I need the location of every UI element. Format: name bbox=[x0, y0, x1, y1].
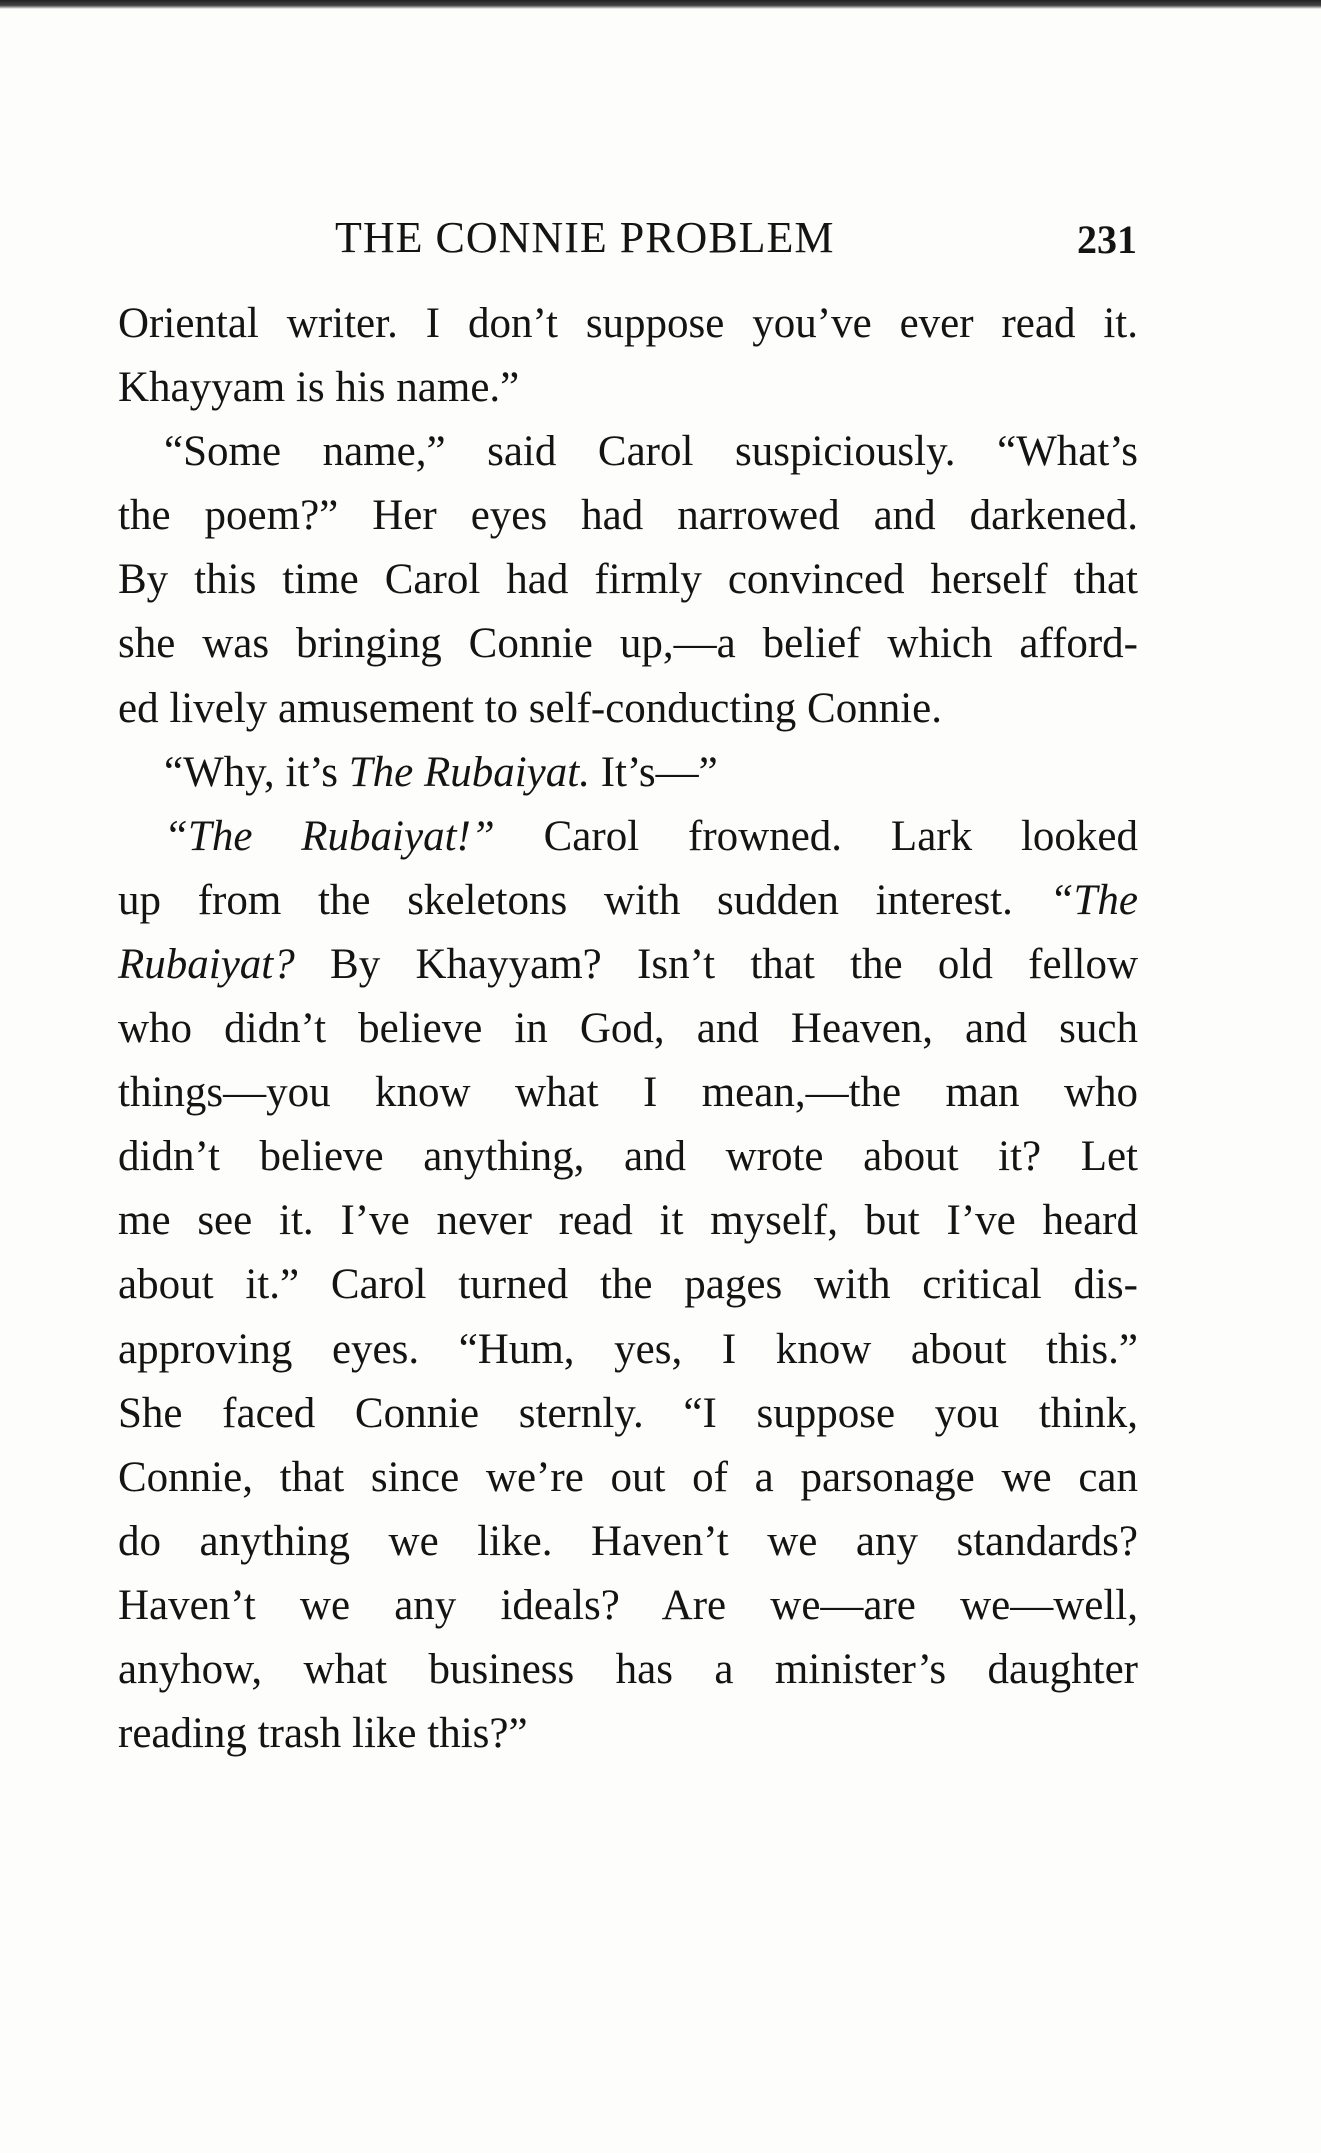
text-line: who didn’t believe in God, and Heaven, and such bbox=[118, 1005, 1138, 1053]
text-line: she was bringing Connie up,—a belief which afford- bbox=[118, 620, 1138, 668]
book-title-italic: “The bbox=[1049, 876, 1138, 924]
book-title-italic: The Rubaiyat. bbox=[348, 748, 590, 796]
text-line: things—you know what I mean,—the man who bbox=[118, 1069, 1138, 1117]
text-line: approving eyes. “Hum, yes, I know about this.” bbox=[118, 1325, 1138, 1373]
book-title-italic: “The Rubaiyat!” bbox=[164, 812, 495, 860]
running-head bbox=[117, 208, 1137, 268]
text-segment: up from the skeletons with sudden interest. bbox=[118, 876, 1050, 924]
book-title-italic: Rubaiyat? bbox=[118, 940, 295, 988]
text-line: Oriental writer. I don’t suppose you’ve ever read it. bbox=[118, 300, 1138, 347]
text-line: She faced Connie sternly. “I suppose you think, bbox=[118, 1389, 1138, 1437]
text-segment: It’s—” bbox=[589, 748, 718, 796]
text-segment: “Why, it’s bbox=[164, 748, 349, 796]
text-line: didn’t believe anything, and wrote about it? Let bbox=[118, 1133, 1138, 1181]
text-line: about it.” Carol turned the pages with critical dis- bbox=[118, 1261, 1138, 1309]
body-text bbox=[118, 292, 1138, 1766]
text-line: Khayyam is his name.” bbox=[118, 364, 520, 412]
text-line: the poem?” Her eyes had narrowed and darkened. bbox=[118, 492, 1138, 540]
text-line: By this time Carol had firmly convinced herself that bbox=[118, 556, 1138, 604]
text-line: reading trash like this?” bbox=[118, 1710, 528, 1758]
text-segment: By Khayyam? Isn’t that the old fellow bbox=[294, 940, 1138, 988]
text-line bbox=[118, 933, 1138, 997]
text-line: Haven’t we any ideals? Are we—are we—well, bbox=[118, 1581, 1138, 1629]
text-line bbox=[118, 869, 1138, 933]
text-line: “Some name,” said Carol suspiciously. “What’s bbox=[164, 428, 1138, 476]
text-line bbox=[118, 741, 1138, 805]
text-line: Connie, that since we’re out of a parsonage we can bbox=[118, 1453, 1138, 1501]
page-top-edge bbox=[0, 0, 1321, 9]
text-line bbox=[118, 805, 1138, 869]
page-number: 231 bbox=[1077, 217, 1137, 262]
text-line: do anything we like. Haven’t we any standards? bbox=[118, 1517, 1138, 1565]
text-line: me see it. I’ve never read it myself, but I’ve heard bbox=[118, 1197, 1138, 1245]
text-line: ed lively amusement to self-conducting Connie. bbox=[118, 684, 942, 732]
text-segment: Carol frowned. Lark looked bbox=[494, 812, 1138, 860]
text-line: anyhow, what business has a minister’s daughter bbox=[118, 1645, 1138, 1693]
running-title: THE CONNIE PROBLEM bbox=[335, 213, 835, 262]
